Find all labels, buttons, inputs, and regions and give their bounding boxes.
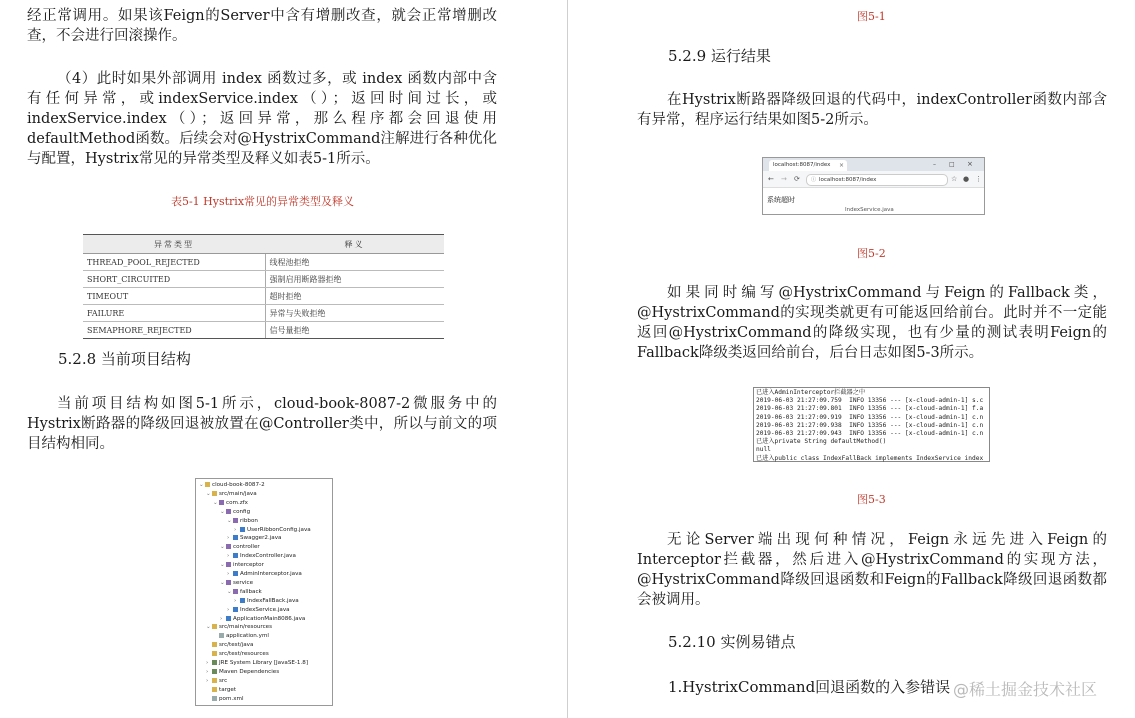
tree-item-label: IndexFallBack.java [247,597,299,604]
table-header-type: 异常类型 [83,235,265,254]
expand-toggle-icon[interactable]: › [206,660,209,666]
tree-item-label: interceptor [233,562,264,569]
window-close-icon[interactable]: × [967,160,973,168]
expand-toggle-icon[interactable]: ⌄ [206,624,211,631]
right-paragraph-2: 如果同时编写@HystrixCommand与Feign的Fallback类，@HystrixCommand的实现类就更有可能返回给前台。此时并不一定能返回@HystrixCommand的降级实现，也有少量的测试表明Feign的Fallback降级类返回给前台，后台日志如图5-3所示。 [637,285,1107,361]
tree-item[interactable] [206,650,269,658]
log-line: 2019-06-03 21:27:09.938 INFO 13356 --- [x-cloud-admin-1] c.n [756,421,984,429]
tree-item-label: target [219,686,237,693]
expand-toggle-icon[interactable]: ⌄ [220,562,225,569]
tree-item-label: IndexController.java [240,553,296,560]
info-icon: ⓘ [811,177,817,183]
table-row [83,305,444,322]
tree-item-label: UserRibbonConfig.java [247,526,311,533]
tree-item[interactable] [227,588,262,596]
browser-screenshot [762,157,985,215]
tree-item[interactable] [206,641,253,649]
lib-icon [212,660,217,665]
folder-icon [212,624,217,629]
tree-item-label: ribbon [240,517,258,524]
folder-icon [212,651,217,656]
tree-item-label: ApplicationMain8086.java [233,615,306,622]
tree-item[interactable] [220,508,250,516]
tree-item-label: src/main/java [219,490,257,497]
log-line: 已进入private String defaultMethod() [756,438,887,446]
expand-toggle-icon[interactable]: ⌄ [213,499,218,506]
expand-toggle-icon[interactable]: ⌄ [227,588,232,595]
tree-item-label: com.zfx [226,499,248,506]
tree-item-label: pom.xml [219,695,244,702]
expand-toggle-icon[interactable]: › [227,606,230,613]
table-row [83,254,444,271]
left-paragraph-1: 经正常调用。如果该Feign的Server中含有增删改查，就会正常增删改查，不会进行回滚操作。 [27,8,497,44]
menu-icon[interactable]: ⋮ [975,175,982,183]
section-heading-5-2-9: 5.2.9 运行结果 [668,47,771,65]
log-line: 2019-06-03 21:27:09.919 INFO 13356 --- [x-cloud-admin-1] c.n [756,413,984,421]
right-paragraph-3: 无论Server端出现何种情况，Feign永远先进入Feign的Interceptor拦截器，然后进入@HystrixCommand的实现方法，@HystrixCommand降级回退函数和Feign的Fallback降级回退函数都会被调用。 [637,532,1107,608]
minimize-icon[interactable]: – [933,161,936,168]
address-bar[interactable] [806,174,948,186]
tree-item[interactable] [220,561,264,569]
tree-item[interactable] [206,677,227,685]
tree-item-label: Maven Dependencies [219,668,280,675]
exception-meaning-cell: 强制启用断路器拒绝 [265,271,444,288]
file-icon [212,696,217,701]
table-caption: 表5-1 Hystrix常见的异常类型及释义 [170,195,355,208]
back-icon[interactable]: ← [768,175,774,183]
folder-icon [212,491,217,496]
tree-item[interactable] [220,543,260,551]
section-heading-5-2-8: 5.2.8 当前项目结构 [58,350,191,368]
expand-toggle-icon[interactable]: ⌄ [220,508,225,515]
tree-item[interactable] [206,659,308,667]
log-line: 已进入public class IndexFallBack implements IndexService index [756,454,984,462]
java-icon [240,598,245,603]
tree-item[interactable] [206,686,236,694]
tree-item[interactable] [213,499,248,507]
java-icon [233,571,238,576]
close-icon[interactable]: × [838,162,844,169]
pkg-icon [226,562,231,567]
tree-item[interactable] [206,623,272,631]
exception-type-cell: THREAD_POOL_REJECTED [83,254,265,271]
browser-under-text: IndexService.java [845,207,894,213]
left-paragraph-3: 当前项目结构如图5-1所示，cloud-book-8087-2微服务中的Hystrix断路器的降级回退被放置在@Controller类中，所以与前文的项目结构相同。 [27,396,497,452]
tree-item-label: AdminInterceptor.java [240,571,302,577]
tree-item-label: src/test/resources [219,651,269,658]
tree-item[interactable] [220,615,305,623]
exception-type-cell: SEMAPHORE_REJECTED [83,322,265,339]
folder-icon [212,678,217,683]
backend-log-figure [753,387,990,462]
tree-item[interactable] [227,570,302,578]
right-paragraph-1: 在Hystrix断路器降级回退的代码中，indexController函数内部含有异常，程序运行结果如图5-2所示。 [637,92,1107,128]
browser-titlebar [763,158,984,171]
tree-item-label: src [219,677,228,684]
exception-meaning-cell: 超时拒绝 [265,288,444,305]
browser-tab-title: localhost:8087/index [773,162,831,168]
tree-item-label: config [233,508,251,515]
project-tree-figure [195,478,333,706]
tree-item[interactable] [220,579,253,587]
maximize-icon[interactable]: □ [949,161,955,168]
table-header-meaning: 释义 [265,235,444,254]
tree-item[interactable] [206,695,244,703]
expand-toggle-icon[interactable]: › [206,677,209,684]
tree-item-label: Swagger2.java [240,535,282,542]
expand-toggle-icon[interactable]: › [227,571,230,577]
tree-item[interactable] [227,606,290,614]
browser-toolbar [763,171,984,188]
pkg-icon [233,589,238,594]
file-icon [219,633,224,638]
folder-icon [212,642,217,647]
folder-icon [205,482,210,487]
expand-toggle-icon[interactable]: › [227,553,230,560]
log-line: 已进入AdminInterceptor拦截器之中 [756,389,866,396]
tree-item[interactable] [227,552,296,560]
expand-toggle-icon[interactable]: › [234,597,237,604]
address-url: localhost:8087/index [819,177,877,183]
expand-toggle-icon[interactable]: › [220,615,223,622]
figure-5-3-caption: 图5-3 [857,493,886,506]
log-line: 2019-06-03 21:27:09.943 INFO 13356 --- [x-cloud-admin-1] c.n [756,429,984,437]
pkg-icon [226,580,231,585]
expand-toggle-icon[interactable]: › [206,668,209,675]
tree-item-label: controller [233,544,260,551]
tree-item[interactable] [227,517,258,525]
page-divider [567,0,568,718]
table-row [83,271,444,288]
java-icon [233,553,238,558]
reload-icon[interactable]: ⟳ [794,175,800,183]
folder-icon [212,687,217,692]
expand-toggle-icon[interactable]: ⌄ [220,579,225,586]
forward-icon[interactable]: → [781,175,787,183]
tree-item[interactable] [206,490,257,498]
java-icon [226,616,231,621]
expand-toggle-icon[interactable]: ⌄ [199,482,204,488]
table-row [83,322,444,339]
log-line: null [756,446,771,454]
expand-toggle-icon[interactable]: › [234,526,237,533]
account-icon[interactable]: ● [963,175,970,183]
exception-type-cell: FAILURE [83,305,265,322]
exception-table [83,234,444,339]
lib-icon [212,669,217,674]
exception-type-cell: SHORT_CIRCUITED [83,271,265,288]
tree-item-label: src/test/java [219,642,254,649]
exception-meaning-cell: 信号量拒绝 [265,322,444,339]
java-icon [233,535,238,540]
tree-item-label: IndexService.java [240,606,290,613]
pkg-icon [219,500,224,505]
figure-5-2-caption: 图5-2 [857,247,886,260]
tree-item-label: JRE System Library [JavaSE-1.8] [219,660,309,666]
tree-item-label: fallback [240,588,262,595]
java-icon [233,607,238,612]
watermark: @稀土掘金技术社区 [953,680,1098,699]
tree-item[interactable] [234,526,311,534]
tree-item-label: cloud-book-8087-2 [212,482,265,488]
tree-item[interactable] [213,632,269,640]
left-paragraph-2: （4）此时如果外部调用 index 函数过多，或 index 函数内部中含有任何异常，或indexService.index（）；返回时间过长，或indexService.index（）；返回异常，那么程序都会回退使用defaultMethod函数。后续会对@HystrixCommand注解进行各种优化与配置，Hystrix常见的异常类型及释义如表5-1所示。 [27,71,497,167]
expand-toggle-icon[interactable]: ⌄ [227,517,232,524]
section-heading-5-2-10: 5.2.10 实例易错点 [668,633,796,651]
log-line: 2019-06-03 21:27:09.759 INFO 13356 --- [x-cloud-admin-1] s.c [756,397,984,405]
tree-item-label: src/main/resources [219,624,273,631]
star-icon[interactable]: ☆ [951,175,958,183]
figure-5-1-caption: 图5-1 [857,10,886,23]
expand-toggle-icon[interactable]: ⌄ [206,490,211,497]
tree-item[interactable] [199,481,265,489]
browser-tab[interactable] [769,160,847,171]
exception-type-cell: TIMEOUT [83,288,265,305]
subsection-heading-1: 1.HystrixCommand回退函数的入参错误 [668,678,951,696]
pkg-icon [226,544,231,549]
exception-meaning-cell: 异常与失败拒绝 [265,305,444,322]
pkg-icon [226,509,231,514]
tree-item[interactable] [227,534,281,542]
tree-item[interactable] [234,597,299,605]
browser-page-text: 系统超时 [767,196,795,204]
tree-item[interactable] [206,668,279,676]
java-icon [240,527,245,532]
tree-item-label: application.yml [226,633,269,640]
exception-meaning-cell: 线程池拒绝 [265,254,444,271]
expand-toggle-icon[interactable]: ⌄ [220,544,225,551]
expand-toggle-icon[interactable]: › [227,535,230,542]
log-line: 2019-06-03 21:27:09.801 INFO 13356 --- [x-cloud-admin-1] f.a [756,405,984,413]
pkg-icon [233,518,238,523]
tree-item-label: service [233,579,254,586]
table-row [83,288,444,305]
